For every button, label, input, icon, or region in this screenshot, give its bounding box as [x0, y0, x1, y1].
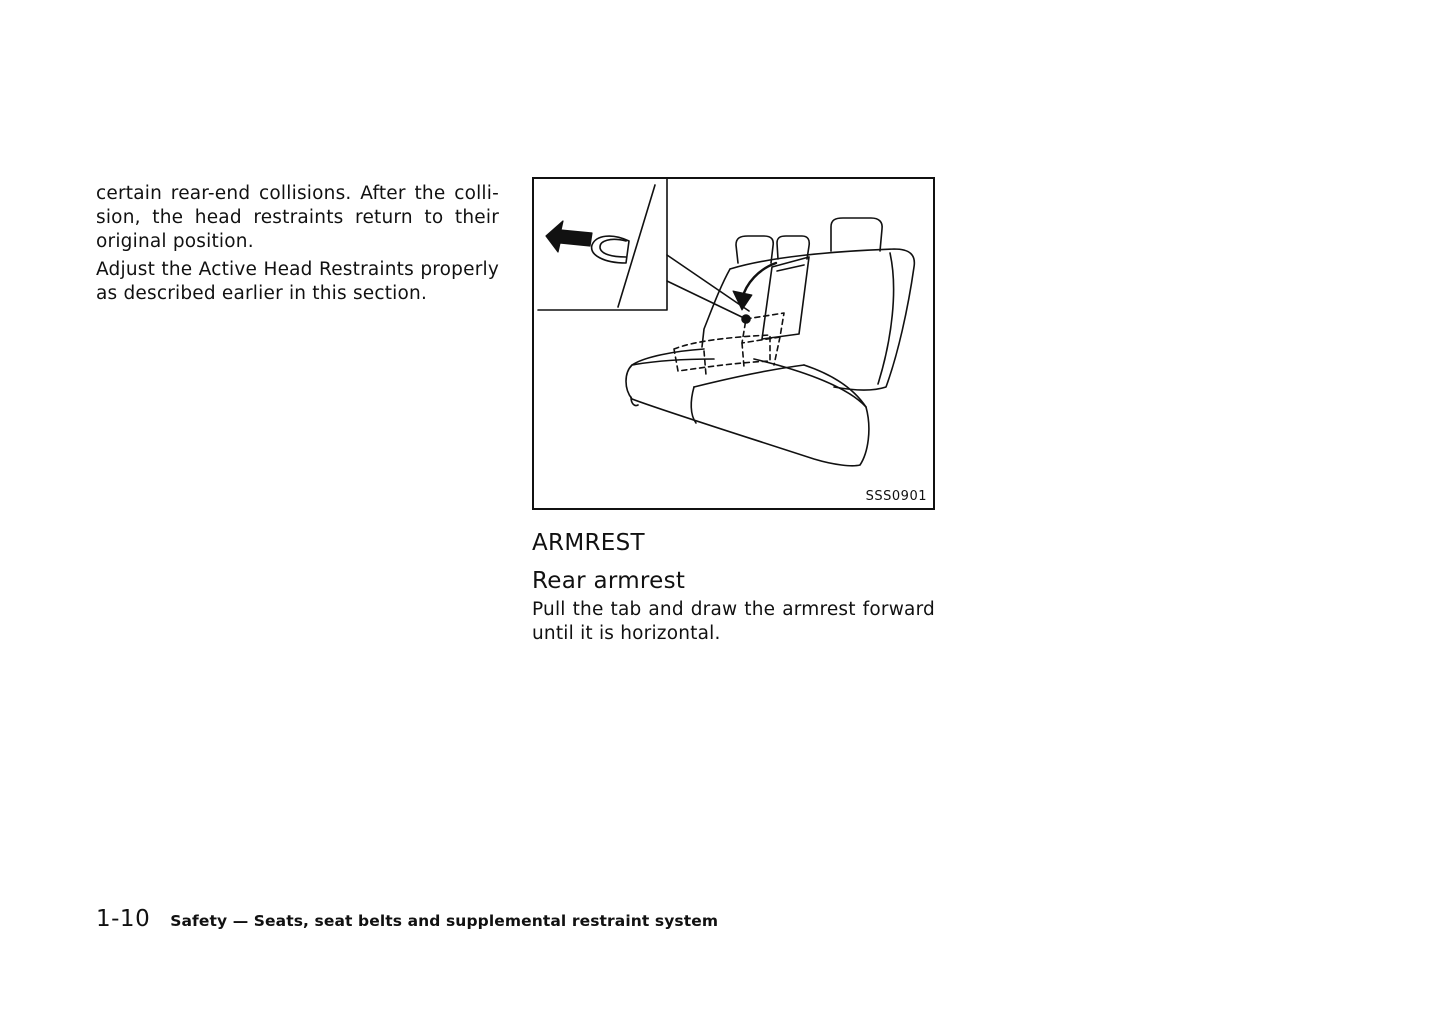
armrest-down-position [674, 313, 784, 375]
headrest-right [831, 218, 882, 251]
page-footer [96, 906, 718, 938]
section-heading: ARMREST [532, 530, 645, 556]
seat-cushion [626, 349, 869, 466]
body-paragraph: Adjust the Active Head Restraints properly as described earlier in this section. [96, 259, 499, 304]
body-paragraph: certain rear-end collisions. After the colli-sion, the head restraints return to their original position. [96, 183, 499, 252]
figure-code: SSS0901 [865, 489, 927, 504]
rear-seat-armrest-illustration [532, 177, 935, 510]
left-column [96, 182, 499, 310]
armrest-instructions: Pull the tab and draw the armrest forward until it is horizontal. [532, 599, 935, 644]
pull-arrow-icon [546, 221, 592, 252]
subsection-heading: Rear armrest [532, 568, 686, 594]
page-number: 1-10 [96, 906, 151, 932]
headrest-left [736, 236, 773, 263]
section-title: Safety — Seats, seat belts and supplemental restraint system [170, 912, 719, 930]
inset-detail-view [538, 179, 749, 319]
right-column [532, 177, 935, 650]
